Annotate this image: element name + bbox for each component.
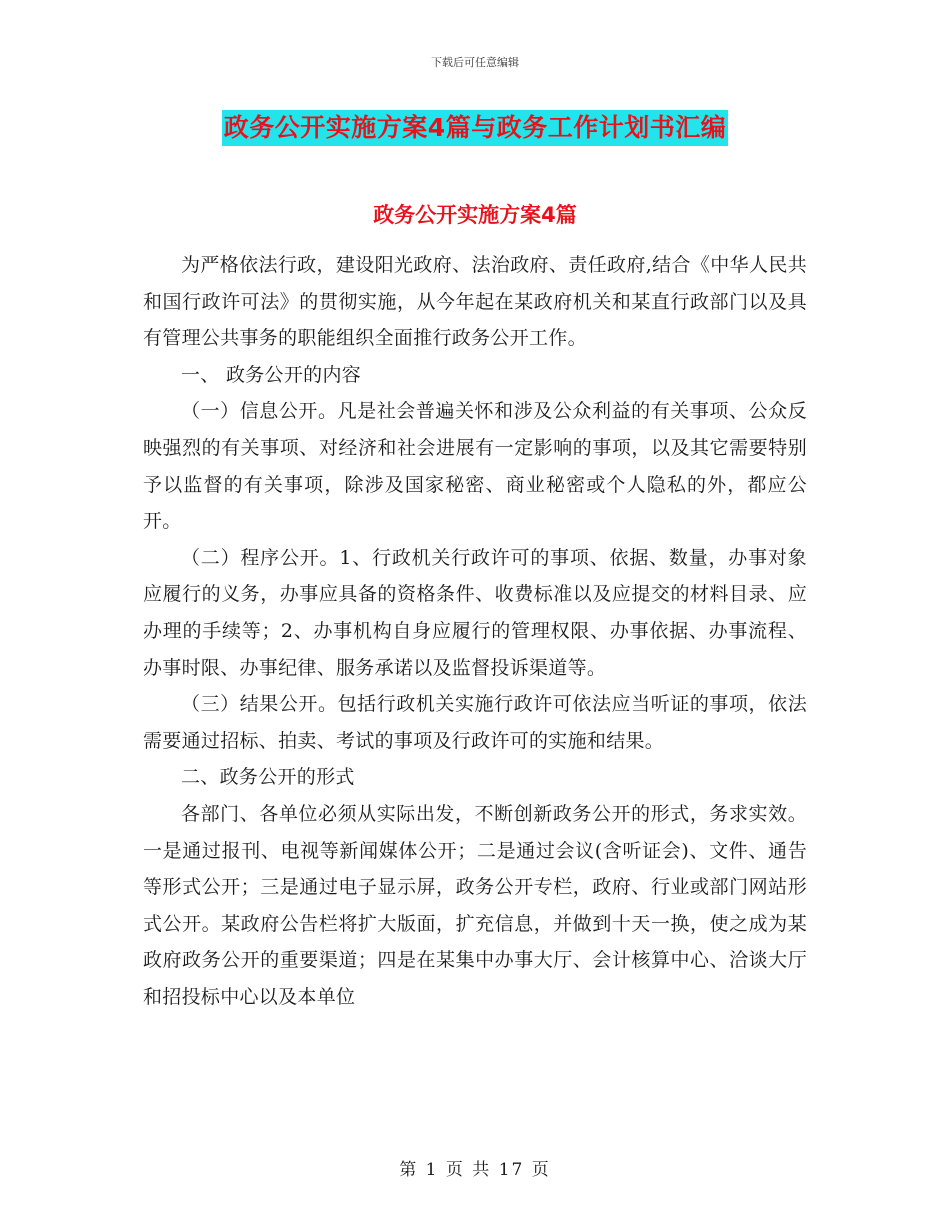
paragraph: （三）结果公开。包括行政机关实施行政许可依法应当听证的事项，依法需要通过招标、拍卖、考试的事项及行政许可的实施和结果。 (143, 693, 807, 752)
section-heading: 二、政务公开的形式 (181, 766, 355, 789)
main-title-container (0, 110, 950, 146)
paragraph: 为严格依法行政，建设阳光政府、法治政府、责任政府,结合《中华人民共和国行政许可法》的贯彻实施，从今年起在某政府机关和某直行政部门以及具有管理公共事务的职能组织全面推行政务公开工作。 (143, 254, 807, 350)
paragraph: （一）信息公开。凡是社会普遍关怀和涉及公众利益的有关事项、公众反映强烈的有关事项、对经济和社会进展有一定影响的事项，以及其它需要特别予以监督的有关事项，除涉及国家秘密、商业秘密或个人隐私的外，都应公开。 (143, 400, 807, 533)
main-title: 政务公开实施方案4篇与政务工作计划书汇编 (222, 110, 728, 146)
section-heading: 一、 政务公开的内容 (181, 363, 362, 386)
paragraph: （二）程序公开。1、行政机关行政许可的事项、依据、数量，办事对象应履行的义务，办事应具备的资格条件、收费标准以及应提交的材料目录、应办理的手续等；2、办事机构自身应履行的管理权限、办事依据、办事流程、办事时限、办事纪律、服务承诺以及监督投诉渠道等。 (143, 546, 807, 679)
sub-title: 政务公开实施方案4篇 (373, 203, 577, 227)
page-footer: 第 1 页 共 17 页 (399, 1160, 551, 1180)
paragraph: 各部门、各单位必须从实际出发，不断创新政务公开的形式，务求实效。一是通过报刊、电视等新闻媒体公开；二是通过会议(含听证会)、文件、通告等形式公开；三是通过电子显示屏，政务公开专栏，政府、行业或部门网站形式公开。某政府公告栏将扩大版面，扩充信息，并做到十天一换，使之成为某政府政务公开的重要渠道；四是在某集中办事大厅、会计核算中心、洽谈大厅和招投标中心以及本单位 (143, 802, 807, 1008)
header-note: 下载后可任意编辑 (431, 56, 519, 69)
body-text (143, 247, 807, 1015)
